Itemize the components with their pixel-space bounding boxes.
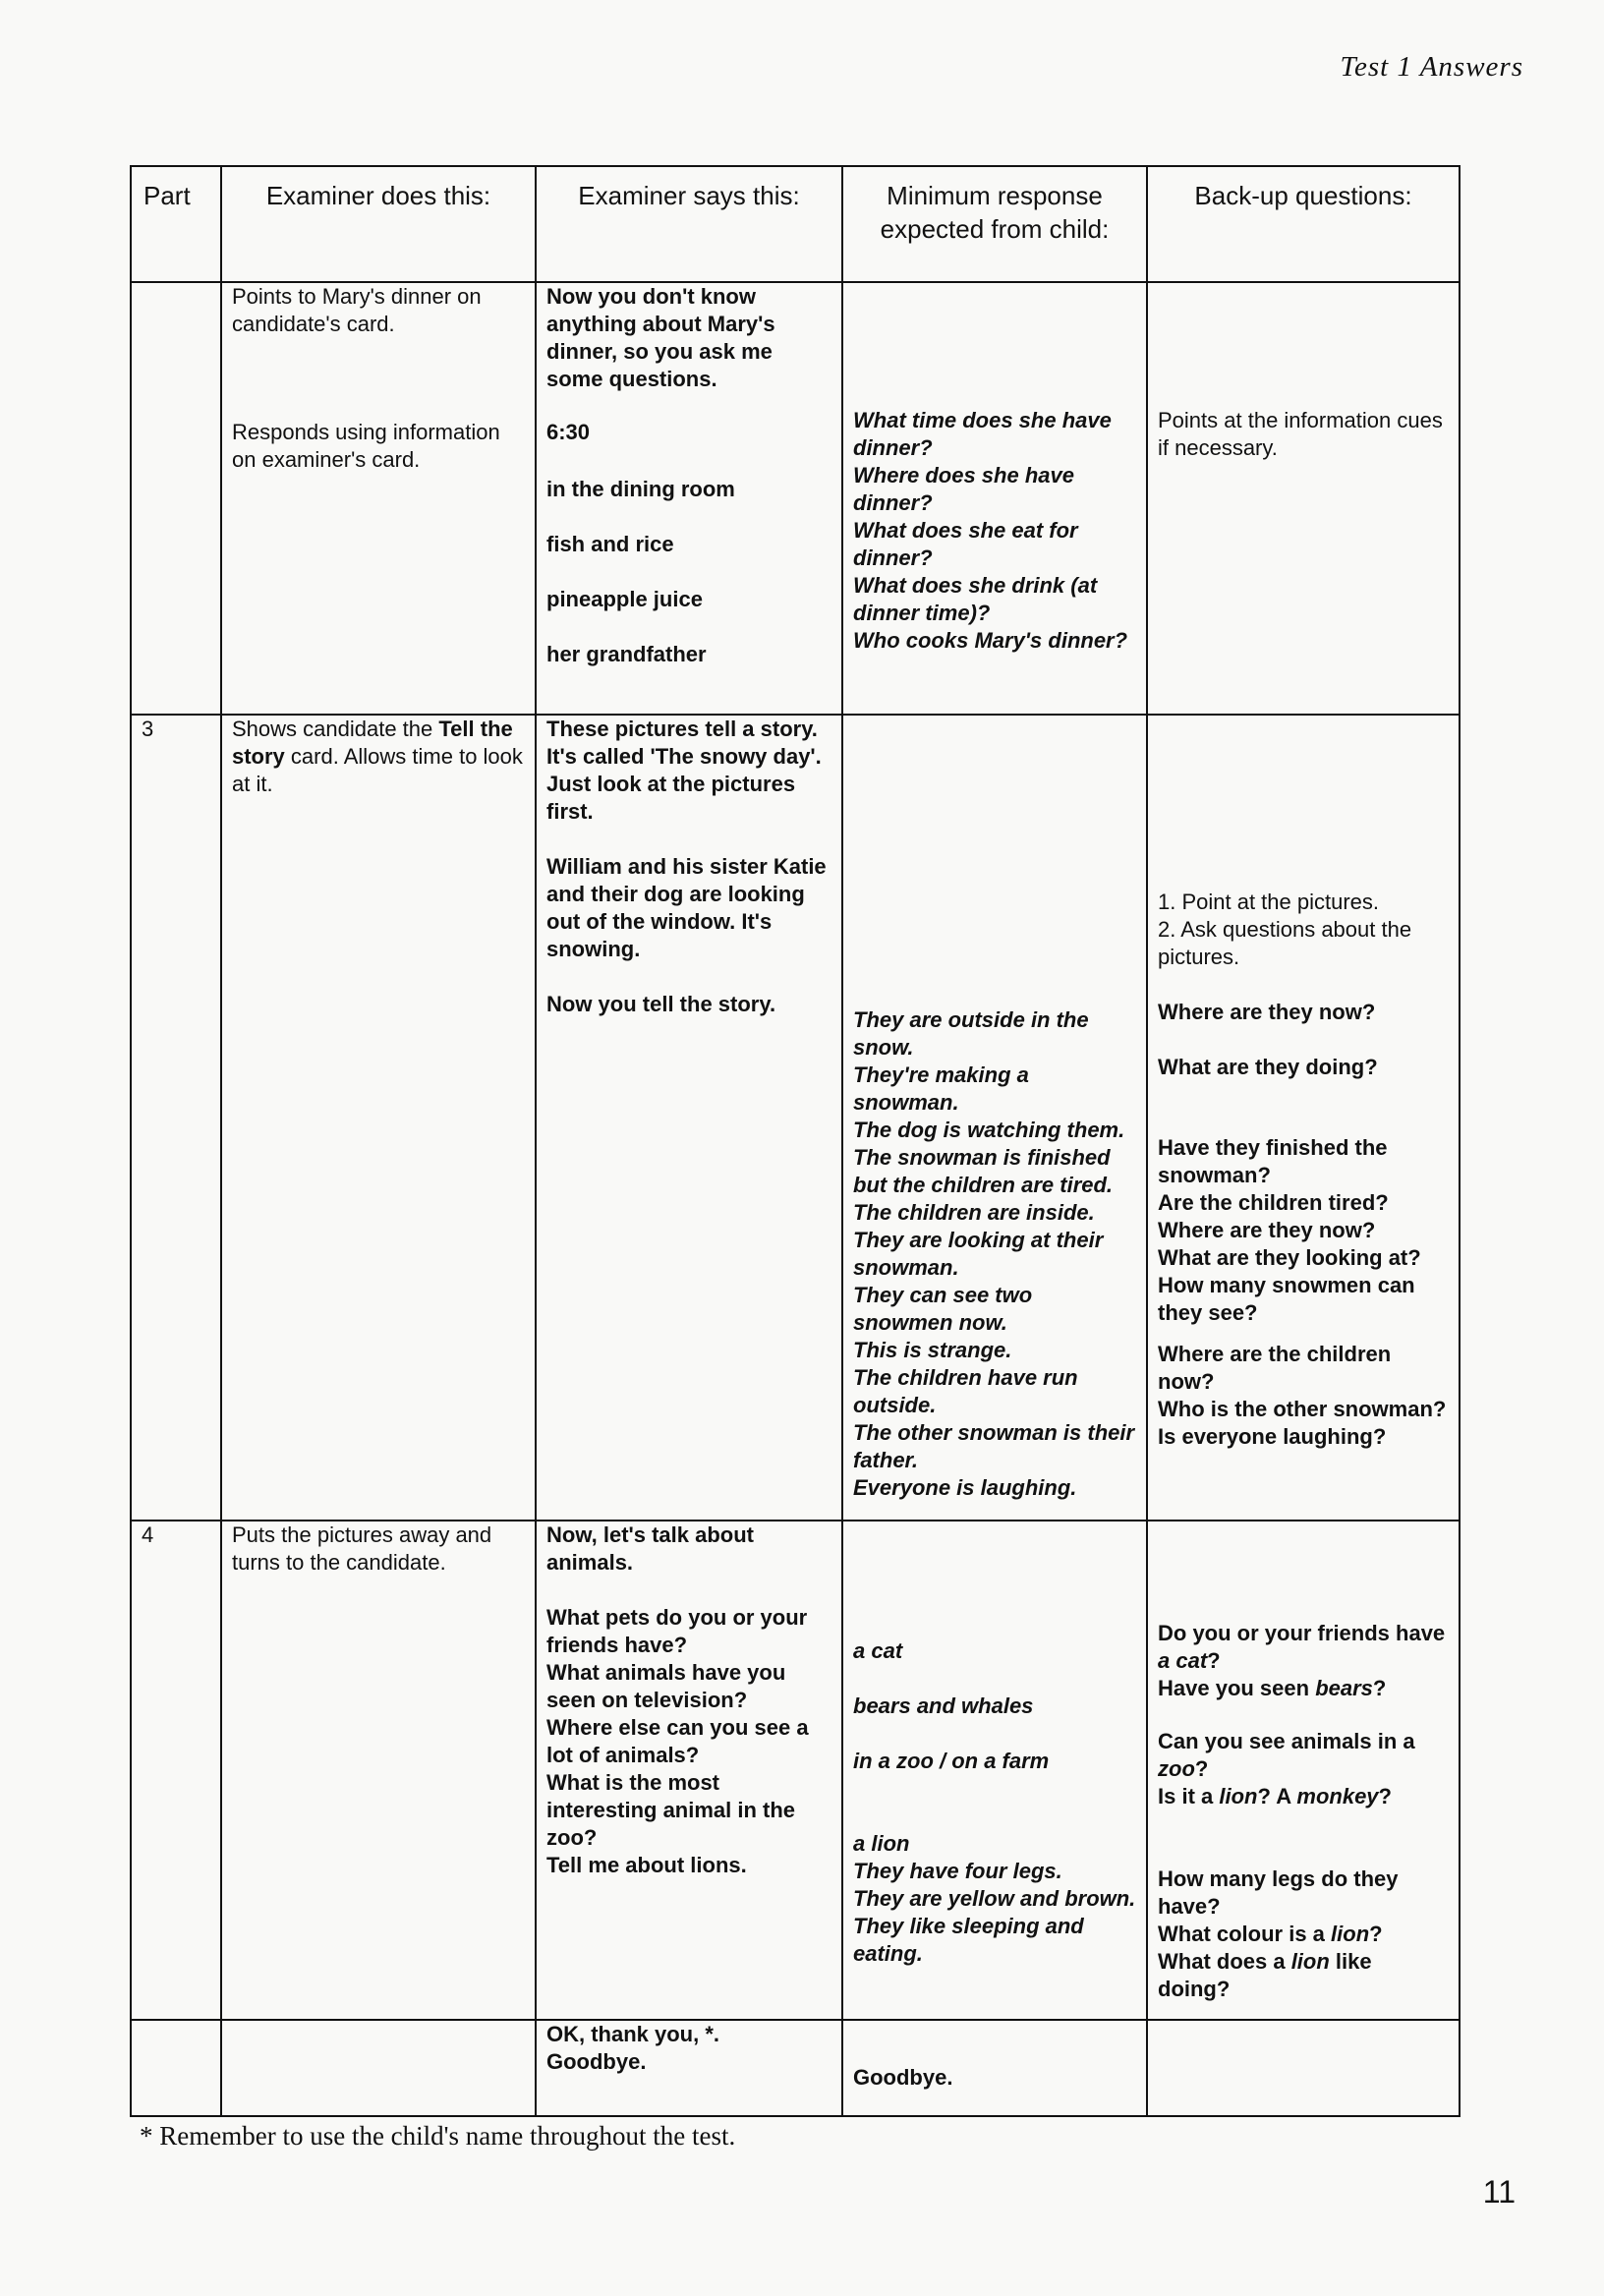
examiner-speech: OK, thank you, *. Goodbye. [546, 2022, 720, 2074]
examiner-does-cell [221, 715, 536, 1521]
backup-questions-cell [1147, 1521, 1460, 2020]
examiner-speech: William and his sister Katie and their dog are looking out of the window. It's snowing. [546, 854, 827, 961]
backup-question: Is it a lion? A monkey? [1158, 1784, 1392, 1808]
examiner-says-cell [536, 715, 842, 1521]
expected-response: What time does she have dinner? Where does she have dinner? What does she eat for dinner? What does she drink (at dinner time)? Who cooks Mary's dinner? [853, 408, 1128, 653]
part-cell: 3 [131, 715, 221, 1521]
part-cell [131, 282, 221, 715]
backup-question: How many legs do they have? [1158, 1866, 1399, 1919]
examiner-speech: Now you don't know anything about Mary's dinner, so you ask me some questions. [546, 284, 775, 391]
expected-response: a cat [853, 1638, 903, 1663]
examiner-action: Puts the pictures away and turns to the candidate. [232, 1522, 492, 1575]
examiner-answer: pineapple juice [546, 587, 703, 611]
examiner-speech: Now, let's talk about animals. [546, 1522, 754, 1575]
expected-response: a lion They have four legs. They are yellow and brown. They like sleeping and eating. [853, 1831, 1136, 1966]
examiner-does-cell [221, 282, 536, 715]
expected-response: Goodbye. [853, 2065, 953, 2090]
backup-questions-cell [1147, 715, 1460, 1521]
backup-question: Where are the children now? Who is the other snowman? Is everyone laughing? [1158, 1342, 1447, 1449]
backup-question: Where are they now? [1158, 1000, 1376, 1024]
table-row [131, 282, 1460, 715]
column-header-minimum-response: Minimum response expected from child: [842, 166, 1147, 282]
backup-question: Do you or your friends have a cat? [1158, 1621, 1446, 1673]
backup-instruction: Points at the information cues if necessary. [1158, 408, 1443, 460]
backup-instruction: 1. Point at the pictures. [1158, 890, 1380, 914]
examiner-action: Responds using information on examiner's card. [232, 420, 500, 472]
answers-table [130, 165, 1461, 2117]
column-header-examiner-says: Examiner says this: [536, 166, 842, 282]
backup-question: What colour is a lion? [1158, 1922, 1383, 1946]
backup-instruction: 2. Ask questions about the pictures. [1158, 917, 1412, 969]
examiner-answer: 6:30 [546, 420, 591, 444]
table-header-row [131, 166, 1460, 282]
backup-question: What does a lion like doing? [1158, 1949, 1372, 2001]
backup-question: Have they finished the snowman? Are the children tired? Where are they now? What are they looking at? How many snowmen can they see? [1158, 1135, 1421, 1325]
table-row [131, 1521, 1460, 2020]
examiner-answer: in the dining room [546, 477, 735, 501]
minimum-response-cell [842, 282, 1147, 715]
page-number: 11 [1482, 2174, 1516, 2210]
minimum-response-cell [842, 1521, 1147, 2020]
examiner-answer: her grandfather [546, 642, 707, 666]
examiner-speech: What pets do you or your friends have? What animals have you seen on television? Where else can you see a lot of animals? What is the most interesting animal in the zoo? Tell me about lions. [546, 1605, 809, 1877]
table-row [131, 715, 1460, 1521]
examiner-does-cell [221, 2020, 536, 2116]
examiner-says-cell [536, 2020, 842, 2116]
examiner-says-cell [536, 282, 842, 715]
card-name: Tell the story [232, 717, 513, 769]
footnote: * Remember to use the child's name throughout the test. [140, 2121, 736, 2151]
column-header-examiner-does: Examiner does this: [221, 166, 536, 282]
backup-question: What are they doing? [1158, 1055, 1378, 1079]
examiner-action: Shows candidate the [232, 717, 439, 741]
backup-questions-cell [1147, 282, 1460, 715]
expected-response: bears and whales [853, 1693, 1034, 1718]
page-header: Test 1 Answers [1340, 51, 1523, 83]
column-header-backup-questions: Back-up questions: [1147, 166, 1460, 282]
backup-question: Can you see animals in a zoo? [1158, 1729, 1415, 1781]
examiner-answer: fish and rice [546, 532, 674, 556]
minimum-response-cell [842, 2020, 1147, 2116]
part-cell: 4 [131, 1521, 221, 2020]
column-header-part: Part [131, 166, 221, 282]
minimum-response-cell [842, 715, 1147, 1521]
examiner-action: card. Allows time to look at it. [232, 744, 523, 796]
expected-response: in a zoo / on a farm [853, 1749, 1050, 1773]
backup-question: Have you seen bears? [1158, 1676, 1387, 1700]
examiner-says-cell [536, 1521, 842, 2020]
examiner-speech: Now you tell the story. [546, 992, 776, 1016]
examiner-action: Points to Mary's dinner on candidate's card. [232, 284, 482, 336]
part-cell [131, 2020, 221, 2116]
examiner-does-cell [221, 1521, 536, 2020]
examiner-speech: These pictures tell a story. It's called 'The snowy day'. Just look at the pictures first. [546, 717, 822, 824]
backup-questions-cell [1147, 2020, 1460, 2116]
expected-response: They are outside in the snow. They're making a snowman. The dog is watching them. The snowman is finished but the children are tired. The children are inside. They are looking at their snowman. They can see two snowmen now. This is strange. The children have run outside. The other snowman is their father. Everyone is laughing. [853, 1007, 1135, 1500]
table-row [131, 2020, 1460, 2116]
